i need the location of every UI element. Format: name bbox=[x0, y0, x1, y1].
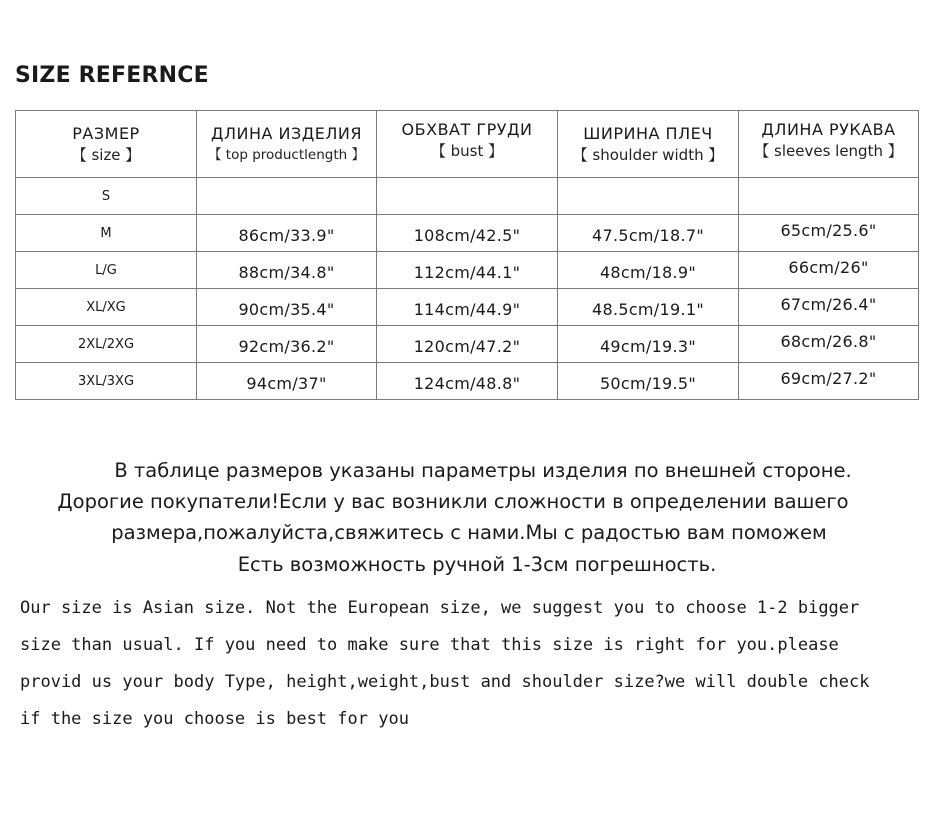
size-cell: 2XL/2XG bbox=[16, 326, 197, 363]
note-ru-line: размера,пожалуйста,свяжитесь с нами.Мы с радостью вам поможем bbox=[111, 521, 827, 544]
length-cell: 90cm/35.4" bbox=[238, 300, 335, 319]
table-header-row bbox=[16, 111, 919, 178]
sleeve-cell: 67cm/26.4" bbox=[780, 295, 877, 314]
note-en-line: Our size is Asian size. Not the European size, we suggest you to choose 1-2 bigger bbox=[20, 598, 860, 618]
header-bust bbox=[377, 111, 558, 178]
header-bust-ru: ОБХВАТ ГРУДИ bbox=[401, 120, 533, 139]
note-en-line: provid us your body Type, height,weight,bust and shoulder size?we will double check bbox=[20, 672, 870, 692]
length-cell: 92cm/36.2" bbox=[238, 337, 335, 356]
header-sleeve-ru: ДЛИНА РУКАВА bbox=[761, 120, 896, 139]
shoulder-cell: 50cm/19.5" bbox=[599, 374, 697, 393]
bust-cell: 120cm/47.2" bbox=[413, 337, 521, 356]
bust-cell bbox=[377, 181, 558, 218]
header-sleeve-en: 【 sleeves length 】 bbox=[754, 142, 903, 160]
bust-cell: 124cm/48.8" bbox=[413, 374, 521, 393]
header-shoulder-en: 【 shoulder width 】 bbox=[572, 146, 724, 164]
note-ru-line: Есть возможность ручной 1-3см погрешность. bbox=[237, 553, 717, 576]
shoulder-cell: 49cm/19.3" bbox=[599, 337, 697, 356]
header-sleeve bbox=[739, 111, 919, 178]
table-row bbox=[16, 215, 919, 252]
note-en-line: size than usual. If you need to make sure that this size is right for you.please bbox=[20, 635, 839, 655]
shoulder-cell: 48.5cm/19.1" bbox=[592, 300, 704, 319]
sleeve-cell: 68cm/26.8" bbox=[780, 332, 877, 351]
sleeve-cell: 66cm/26" bbox=[788, 258, 869, 277]
note-ru-line: Дорогие покупатели!Если у вас возникли сложности в определении вашего bbox=[57, 490, 849, 513]
sleeve-cell: 69cm/27.2" bbox=[780, 369, 877, 388]
page-title: SIZE REFERNCE bbox=[15, 63, 209, 88]
size-cell: 3XL/3XG bbox=[16, 363, 197, 400]
size-cell: S bbox=[16, 178, 197, 215]
header-size-en: 【 size 】 bbox=[71, 146, 141, 164]
header-length-ru: ДЛИНА ИЗДЕЛИЯ bbox=[210, 124, 362, 143]
shoulder-cell: 48cm/18.9" bbox=[599, 263, 697, 282]
table-row bbox=[16, 252, 919, 289]
length-cell bbox=[197, 181, 377, 218]
length-cell: 86cm/33.9" bbox=[238, 226, 335, 245]
table-row bbox=[16, 363, 919, 400]
table-row bbox=[16, 178, 919, 215]
shoulder-cell: 47.5cm/18.7" bbox=[592, 226, 704, 245]
length-cell: 88cm/34.8" bbox=[238, 263, 335, 282]
sleeve-cell: 65cm/25.6" bbox=[780, 221, 877, 240]
note-ru-line: В таблице размеров указаны параметры изделия по внешней стороне. bbox=[114, 459, 852, 482]
header-shoulder bbox=[558, 111, 739, 178]
table-row bbox=[16, 289, 919, 326]
header-bust-en: 【 bust 】 bbox=[430, 142, 504, 160]
header-size bbox=[16, 111, 197, 178]
header-shoulder-ru: ШИРИНА ПЛЕЧ bbox=[583, 124, 713, 143]
size-cell: XL/XG bbox=[16, 289, 197, 326]
sleeve-cell bbox=[739, 181, 919, 218]
note-en-line: if the size you choose is best for you bbox=[20, 709, 409, 729]
header-length-en: 【 top productlength 】 bbox=[208, 147, 365, 163]
size-cell: M bbox=[16, 215, 197, 252]
table-row bbox=[16, 326, 919, 363]
length-cell: 94cm/37" bbox=[246, 374, 327, 393]
bust-cell: 114cm/44.9" bbox=[413, 300, 521, 319]
header-size-ru: РАЗМЕР bbox=[72, 124, 140, 143]
size-cell: L/G bbox=[16, 252, 197, 289]
shoulder-cell bbox=[558, 181, 739, 218]
size-table bbox=[15, 110, 919, 400]
bust-cell: 112cm/44.1" bbox=[413, 263, 521, 282]
bust-cell: 108cm/42.5" bbox=[413, 226, 521, 245]
header-length bbox=[197, 111, 377, 178]
